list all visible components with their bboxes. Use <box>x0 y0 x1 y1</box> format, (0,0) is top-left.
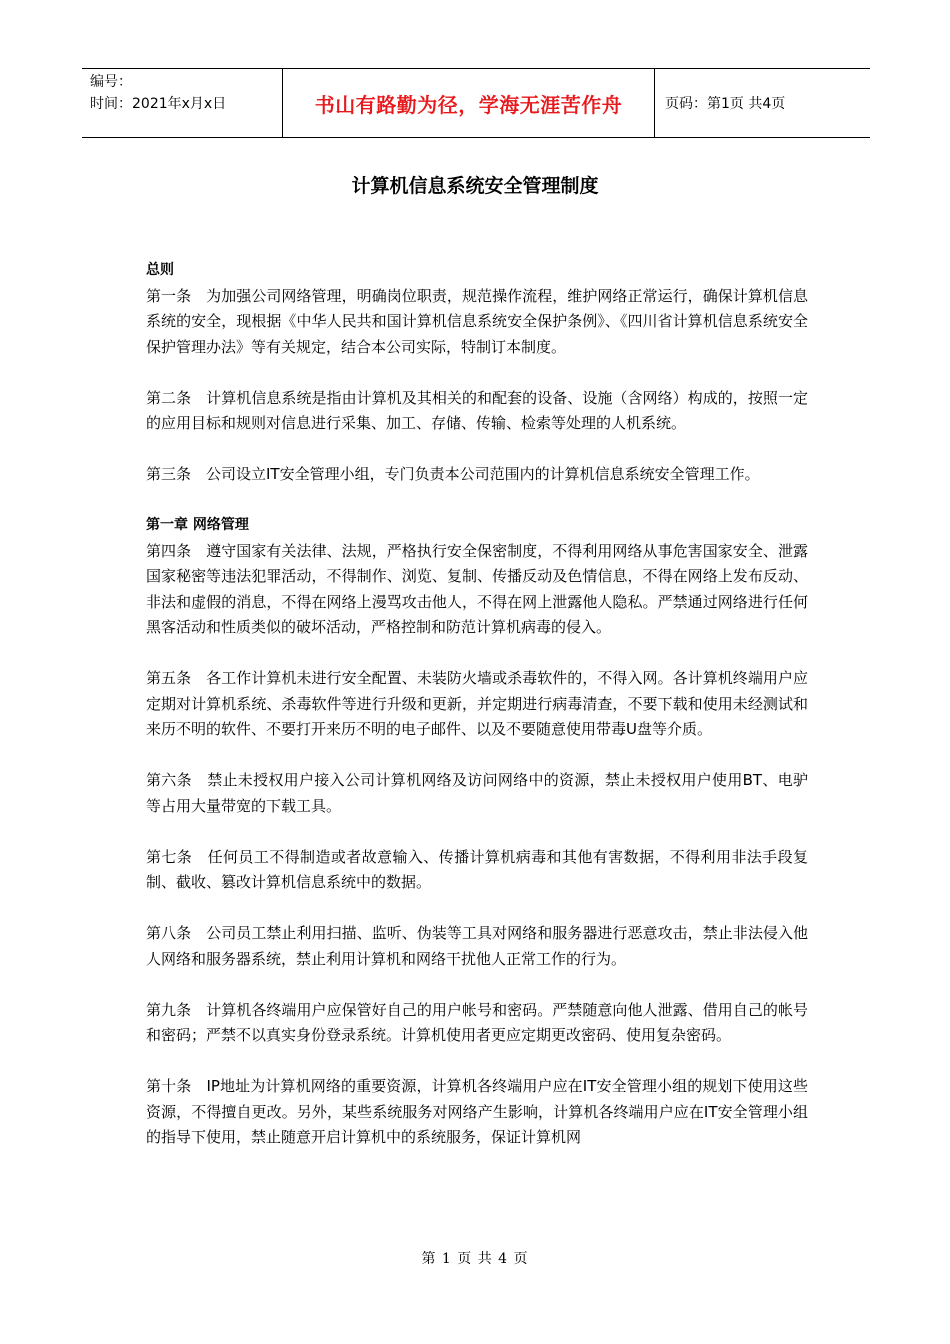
header-left-cell <box>82 69 282 137</box>
header-page-cell <box>655 69 870 137</box>
section-general <box>146 258 808 488</box>
article-5: 第五条 各工作计算机未进行安全配置、未装防火墙或杀毒软件的，不得入网。各计算机终端用户应定期对计算机系统、杀毒软件等进行升级和更新，并定期进行病毒清查，不要下载和使用未经测试和来历不明的软件、不要打开来历不明的电子邮件、以及不要随意使用带毒U盘等介质。 <box>146 669 808 738</box>
motto-text: 书山有路勤为径，学海无涯苦作舟 <box>314 92 623 117</box>
article-9: 第九条 计算机各终端用户应保管好自己的用户帐号和密码。严禁随意向他人泄露、借用自己的帐号和密码；严禁不以真实身份登录系统。计算机使用者更应定期更改密码、使用复杂密码。 <box>146 1000 808 1044</box>
header-table <box>82 68 870 138</box>
document-number-label: 编号： <box>90 74 132 90</box>
article-6: 第六条 禁止未授权用户接入公司计算机网络及访问网络中的资源，禁止未授权用户使用BT、电驴等占用大量带宽的下载工具。 <box>146 771 808 815</box>
document-time-label: 时间：2021年x月x日 <box>90 96 227 112</box>
page-footer: 第 1 页 共 4 页 <box>421 1251 529 1267</box>
section-chapter-1 <box>146 513 808 1151</box>
article-8: 第八条 公司员工禁止利用扫描、监听、伪装等工具对网络和服务器进行恶意攻击，禁止非法侵入他人网络和服务器系统，禁止利用计算机和网络干扰他人正常工作的行为。 <box>146 924 808 968</box>
article-4: 第四条 遵守国家有关法律、法规，严格执行安全保密制度，不得利用网络从事危害国家安全、泄露国家秘密等违法犯罪活动，不得制作、浏览、复制、传播反动及色情信息，不得在网络上发布反动、非法和虚假的消息，不得在网络上漫骂攻击他人，不得在网上泄露他人隐私。严禁通过网络进行任何黑客活动和性质类似的破坏活动，严格控制和防范计算机病毒的侵入。 <box>146 541 808 636</box>
article-2: 第二条 计算机信息系统是指由计算机及其相关的和配套的设备、设施（含网络）构成的，按照一定的应用目标和规则对信息进行采集、加工、存储、传输、检索等处理的人机系统。 <box>146 388 808 432</box>
section-heading: 第一章 网络管理 <box>146 517 249 533</box>
section-heading: 总则 <box>146 262 174 278</box>
article-10: 第十条 IP地址为计算机网络的重要资源，计算机各终端用户应在IT安全管理小组的规划下使用这些资源，不得擅自更改。另外，某些系统服务对网络产生影响，计算机各终端用户应在IT安全管理小组的指导下使用，禁止随意开启计算机中的系统服务，保证计算机网 <box>146 1077 808 1146</box>
document-title: 计算机信息系统安全管理制度 <box>351 175 599 197</box>
article-3: 第三条 公司设立IT安全管理小组，专门负责本公司范围内的计算机信息系统安全管理工作。 <box>146 465 760 483</box>
article-1: 第一条 为加强公司网络管理，明确岗位职责，规范操作流程，维护网络正常运行，确保计算机信息系统的安全，现根据《中华人民共和国计算机信息系统安全保护条例》、《四川省计算机信息系统安全保护管理办法》等有关规定，结合本公司实际，特制订本制度。 <box>146 286 808 356</box>
header-motto-cell <box>282 69 655 137</box>
article-7: 第七条 任何员工不得制造或者故意输入、传播计算机病毒和其他有害数据，不得利用非法手段复制、截收、篡改计算机信息系统中的数据。 <box>146 847 808 891</box>
page-info: 页码：第1页 共4页 <box>665 96 786 112</box>
document-body <box>146 258 808 1176</box>
